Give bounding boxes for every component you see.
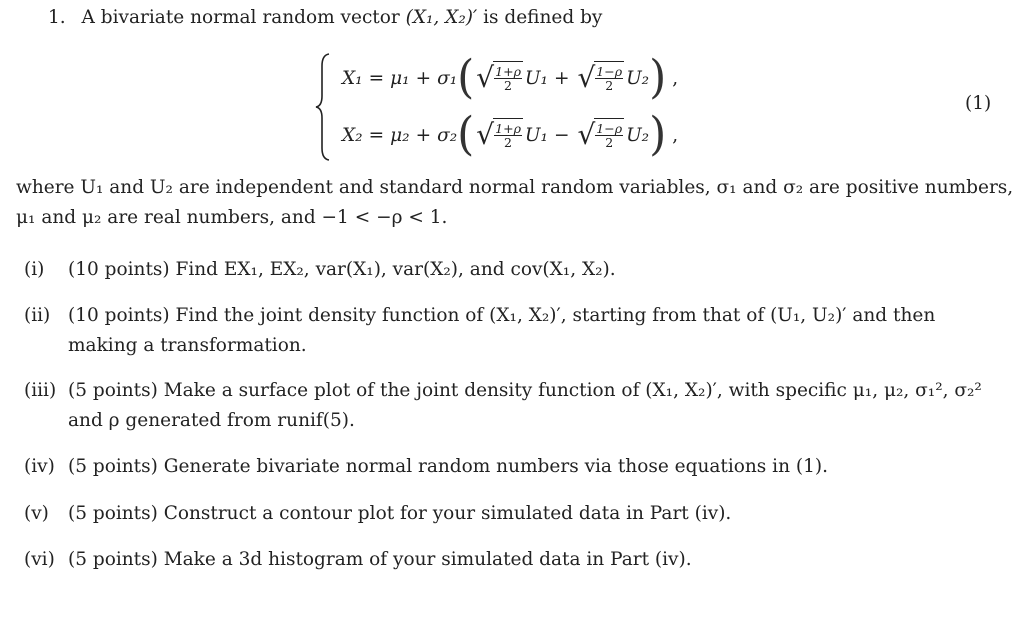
part-iii bbox=[24, 380, 982, 401]
eq1-close-paren: ) bbox=[649, 50, 667, 105]
eq1-frac-2-num: 1−ρ bbox=[596, 64, 623, 79]
part-iii-text-2: and ρ generated from runif(5). bbox=[68, 410, 355, 431]
part-i bbox=[24, 259, 616, 280]
equation-system bbox=[314, 52, 734, 162]
eq2-lhs: X₂ bbox=[342, 124, 363, 146]
eq1-frac-1-den: 2 bbox=[504, 78, 512, 93]
eq1-comma: , bbox=[672, 67, 679, 89]
eq1-frac-2-den: 2 bbox=[605, 78, 614, 93]
equation-number: (1) bbox=[965, 93, 992, 114]
intro-vector: (X₁, X₂)′ bbox=[405, 7, 478, 28]
eq2-mu: μ₂ bbox=[390, 124, 410, 146]
eq2-frac-1-den: 2 bbox=[504, 135, 512, 150]
eq1-frac-2 bbox=[595, 66, 623, 92]
eq1-sqrt-2: √ $\frac{1-\rho}{2}$ bbox=[577, 61, 623, 94]
part-v-label: (v) bbox=[24, 503, 49, 524]
eq2-frac-2-num: 1−ρ bbox=[596, 121, 623, 136]
eq1-lhs: X₁ bbox=[342, 67, 363, 89]
where-line-2: μ₁ and μ₂ are real numbers, and −1 < −ρ < 1. bbox=[16, 207, 448, 228]
eq2-close-paren: ) bbox=[649, 107, 667, 162]
eq1-plus: + bbox=[415, 67, 432, 89]
eq1-frac-1 bbox=[494, 66, 522, 92]
eq2-sqrt-2: √ $\frac{1-\rho}{2}$ bbox=[577, 118, 623, 151]
eq1-frac-1-num: 1+ρ bbox=[495, 64, 521, 79]
part-v bbox=[24, 503, 731, 524]
part-iv-text: (5 points) Generate bivariate normal random numbers via those equations in (1). bbox=[68, 456, 828, 477]
part-v-text: (5 points) Construct a contour plot for your simulated data in Part (iv). bbox=[68, 503, 732, 524]
eq1-open-paren: ( bbox=[457, 50, 475, 105]
eq2-plus: + bbox=[415, 124, 432, 146]
eq1-op: + bbox=[553, 67, 570, 89]
part-ii-text-2: making a transformation. bbox=[68, 335, 307, 356]
eq2-frac-1-num: 1+ρ bbox=[495, 121, 521, 136]
eq2-frac-2-den: 2 bbox=[605, 135, 614, 150]
part-ii-cont bbox=[68, 335, 307, 356]
eq2-comma: , bbox=[672, 124, 679, 146]
part-ii bbox=[24, 305, 935, 326]
eq1-sigma: σ₁ bbox=[437, 67, 458, 89]
eq2-u1: U₁ bbox=[524, 124, 548, 146]
part-iii-text-1: (5 points) Make a surface plot of the joint density function of (X₁, X₂)′, with specific μ₁, μ₂, σ₁², σ₂² bbox=[68, 380, 982, 401]
eq1-mu: μ₁ bbox=[390, 67, 410, 89]
part-vi bbox=[24, 549, 692, 570]
equation-row-2 bbox=[342, 107, 679, 162]
problem-title bbox=[48, 7, 602, 28]
equation-row-1 bbox=[342, 50, 679, 105]
intro-text: A bivariate normal random vector bbox=[81, 7, 400, 28]
eq1-u2: U₂ bbox=[626, 67, 650, 89]
part-ii-text-1: (10 points) Find the joint density function of (X₁, X₂)′, starting from that of (U₁, U₂)′ and then bbox=[68, 305, 936, 326]
eq2-op: − bbox=[553, 124, 570, 146]
part-vi-text: (5 points) Make a 3d histogram of your simulated data in Part (iv). bbox=[68, 549, 692, 570]
eq2-open-paren: ( bbox=[457, 107, 475, 162]
part-iv bbox=[24, 456, 828, 477]
eq2-frac-1 bbox=[494, 123, 522, 149]
part-i-text: (10 points) Find EX₁, EX₂, var(X₁), var(X₂), and cov(X₁, X₂). bbox=[68, 259, 616, 280]
left-brace bbox=[314, 52, 334, 162]
eq2-equals: = bbox=[368, 124, 385, 146]
eq1-u1: U₁ bbox=[524, 67, 548, 89]
eq1-equals: = bbox=[368, 67, 385, 89]
eq1-sqrt-1: √ $\frac{1+\rho}{2}$ bbox=[476, 61, 521, 94]
intro-suffix: is defined by bbox=[483, 7, 603, 28]
part-iv-label: (iv) bbox=[24, 456, 55, 477]
eq2-sigma: σ₂ bbox=[437, 124, 458, 146]
part-iii-label: (iii) bbox=[24, 380, 57, 401]
where-line-1: where U₁ and U₂ are independent and standard normal random variables, σ₁ and σ₂ are positive numbers, bbox=[16, 177, 1014, 198]
part-iii-cont bbox=[68, 410, 355, 431]
part-vi-label: (vi) bbox=[24, 549, 55, 570]
problem-number: 1. bbox=[48, 7, 66, 28]
part-i-label: (i) bbox=[24, 259, 45, 280]
eq2-sqrt-1: √ $\frac{1+\rho}{2}$ bbox=[476, 118, 521, 151]
eq2-u2: U₂ bbox=[626, 124, 650, 146]
part-ii-label: (ii) bbox=[24, 305, 51, 326]
eq2-frac-2 bbox=[595, 123, 623, 149]
